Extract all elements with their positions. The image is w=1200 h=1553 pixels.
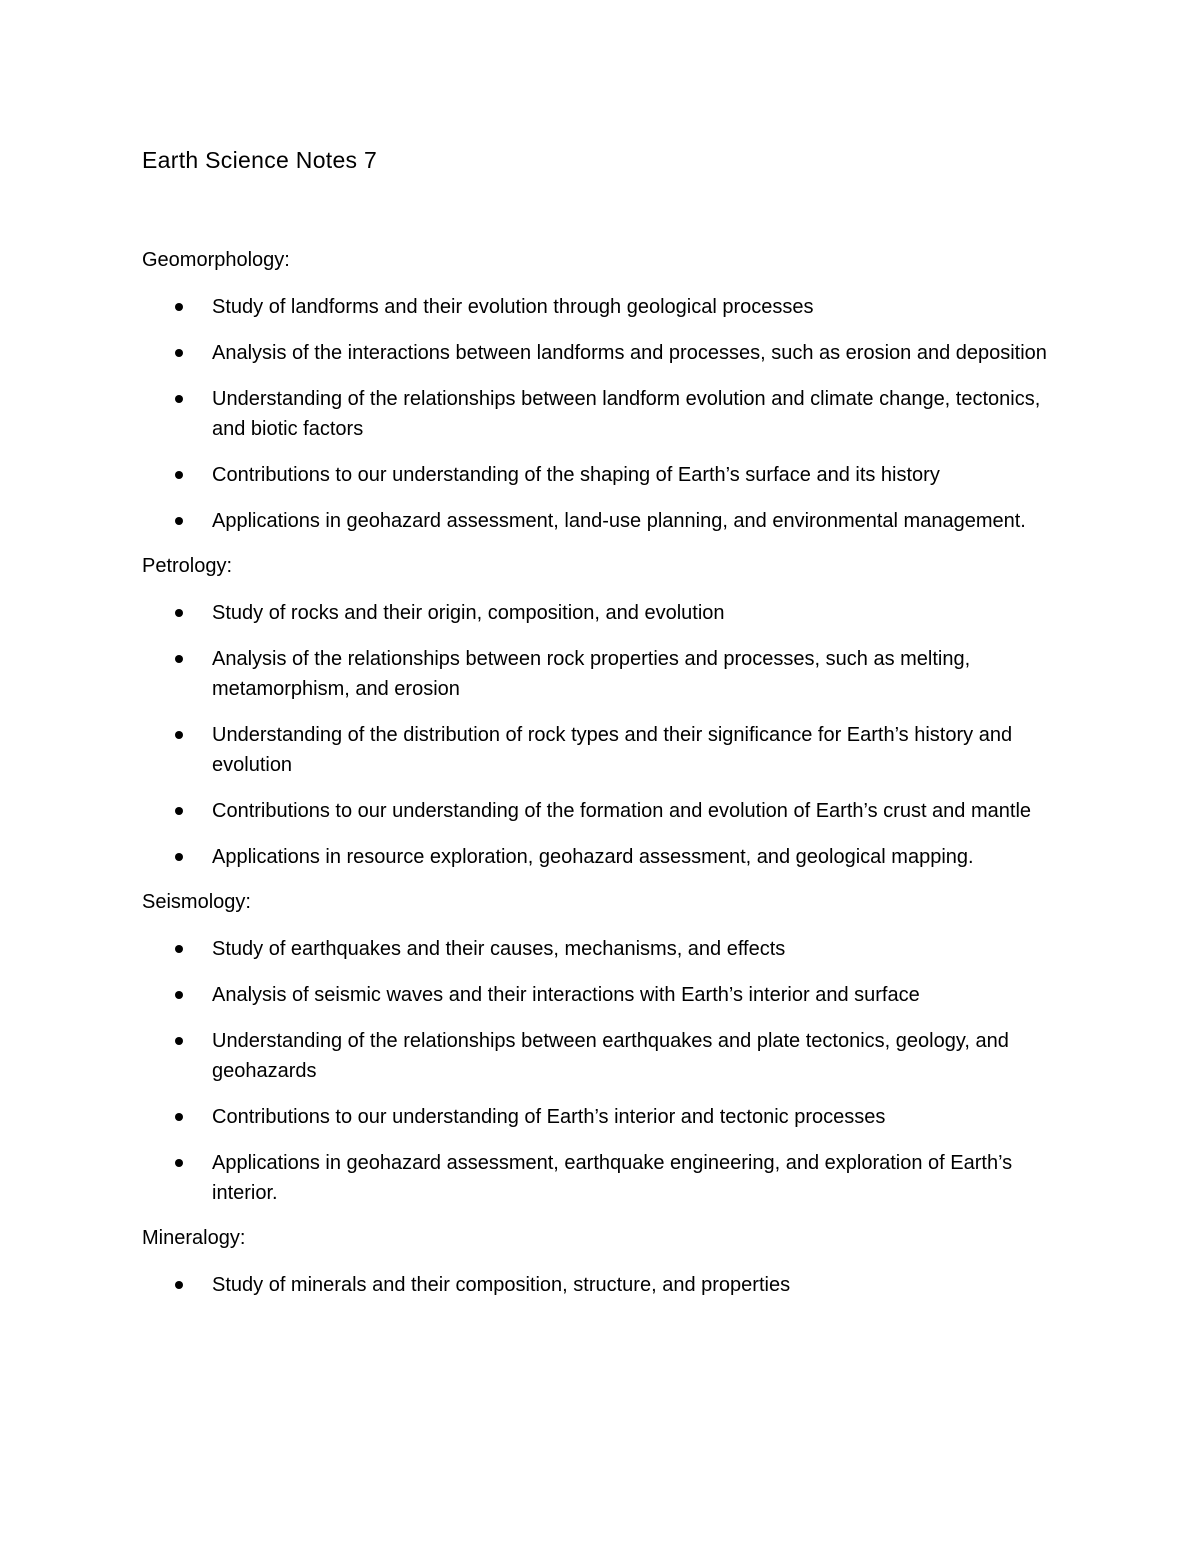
list-item-text: Applications in resource exploration, geohazard assessment, and geological mapping. xyxy=(212,846,974,868)
list-item xyxy=(142,934,1052,964)
list-item xyxy=(142,384,1052,444)
bullet-icon xyxy=(175,471,183,479)
list-item-text: Contributions to our understanding of the shaping of Earth’s surface and its history xyxy=(212,464,940,486)
bullet-icon xyxy=(175,991,183,999)
list-item-text: Applications in geohazard assessment, land-use planning, and environmental management. xyxy=(212,510,1026,532)
list-item xyxy=(142,980,1052,1010)
list-item xyxy=(142,460,1052,490)
bullet-icon xyxy=(175,1037,183,1045)
list-item-text: Analysis of the relationships between rock properties and processes, such as melting, metamorphism, and erosion xyxy=(212,648,971,700)
bullet-list xyxy=(142,1270,1052,1300)
bullet-icon xyxy=(175,655,183,663)
bullet-icon xyxy=(175,807,183,815)
section-heading: Geomorphology: xyxy=(142,249,290,271)
bullet-icon xyxy=(175,731,183,739)
section-mineralogy xyxy=(142,1224,1052,1300)
list-item xyxy=(142,292,1052,322)
list-item xyxy=(142,1148,1052,1208)
section-heading: Mineralogy: xyxy=(142,1227,246,1249)
list-item xyxy=(142,796,1052,826)
bullet-icon xyxy=(175,303,183,311)
bullet-icon xyxy=(175,609,183,617)
section-petrology xyxy=(142,552,1052,872)
bullet-icon xyxy=(175,517,183,525)
list-item-text: Study of rocks and their origin, composition, and evolution xyxy=(212,602,725,624)
bullet-icon xyxy=(175,853,183,861)
section-geomorphology xyxy=(142,246,1052,536)
list-item xyxy=(142,506,1052,536)
section-heading: Seismology: xyxy=(142,891,251,913)
list-item-text: Contributions to our understanding of the formation and evolution of Earth’s crust and mantle xyxy=(212,800,1032,822)
list-item-text: Analysis of seismic waves and their interactions with Earth’s interior and surface xyxy=(212,984,920,1006)
bullet-icon xyxy=(175,945,183,953)
section-seismology xyxy=(142,888,1052,1208)
bullet-list xyxy=(142,934,1052,1208)
bullet-icon xyxy=(175,1281,183,1289)
list-item xyxy=(142,1026,1052,1086)
list-item xyxy=(142,598,1052,628)
bullet-icon xyxy=(175,1159,183,1167)
list-item-text: Study of landforms and their evolution through geological processes xyxy=(212,296,814,318)
bullet-icon xyxy=(175,395,183,403)
list-item xyxy=(142,338,1052,368)
bullet-list xyxy=(142,292,1052,536)
list-item xyxy=(142,842,1052,872)
bullet-icon xyxy=(175,349,183,357)
list-item-text: Study of earthquakes and their causes, mechanisms, and effects xyxy=(212,938,786,960)
list-item-text: Understanding of the relationships between earthquakes and plate tectonics, geology, and geohazards xyxy=(212,1030,1009,1082)
list-item-text: Understanding of the relationships between landform evolution and climate change, tectonics, and biotic factors xyxy=(212,388,1041,440)
list-item-text: Study of minerals and their composition, structure, and properties xyxy=(212,1274,791,1296)
list-item-text: Analysis of the interactions between landforms and processes, such as erosion and deposition xyxy=(212,342,1047,364)
list-item xyxy=(142,1270,1052,1300)
list-item xyxy=(142,644,1052,704)
bullet-icon xyxy=(175,1113,183,1121)
list-item xyxy=(142,1102,1052,1132)
list-item-text: Understanding of the distribution of rock types and their significance for Earth’s history and evolution xyxy=(212,724,1013,776)
bullet-list xyxy=(142,598,1052,872)
section-heading: Petrology: xyxy=(142,555,233,577)
list-item-text: Contributions to our understanding of Earth’s interior and tectonic processes xyxy=(212,1106,886,1128)
list-item-text: Applications in geohazard assessment, earthquake engineering, and exploration of Earth’s interior. xyxy=(212,1152,1013,1204)
page-title: Earth Science Notes 7 xyxy=(142,147,378,173)
list-item xyxy=(142,720,1052,780)
document-body xyxy=(142,246,1052,1316)
